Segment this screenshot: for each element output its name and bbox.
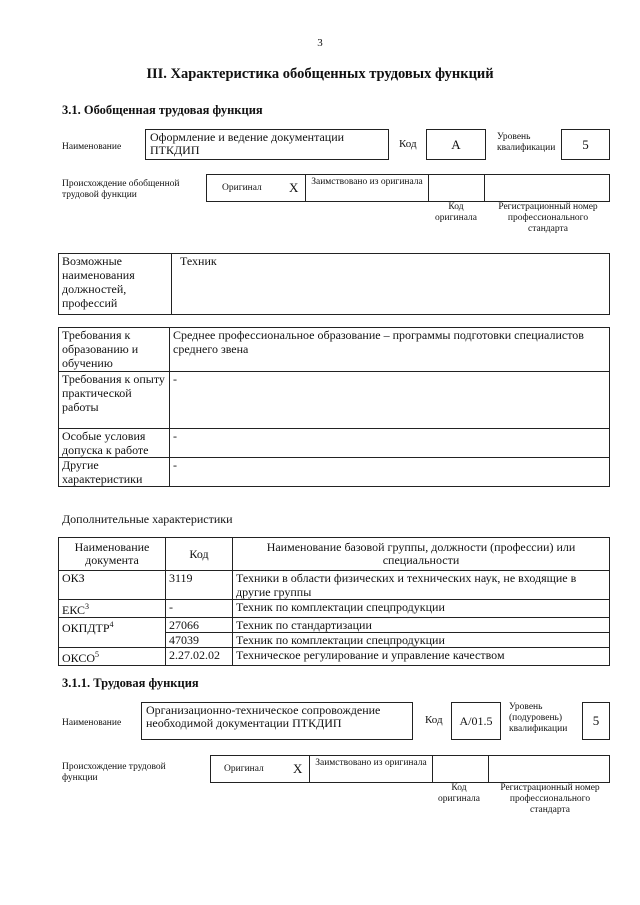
req-other-value: - bbox=[170, 458, 610, 487]
divider bbox=[488, 756, 489, 782]
tf-origin-box bbox=[210, 755, 610, 783]
req-experience-label: Требования к опыту практической работы bbox=[59, 372, 170, 429]
footnote-ref: 3 bbox=[85, 602, 90, 611]
gtf-heading: 3.1. Обобщенная трудовая функция bbox=[62, 103, 263, 117]
gtf-code-orig-caption: Код оригинала bbox=[435, 202, 477, 223]
tf-name-label: Наименование bbox=[62, 718, 122, 728]
gtf-origin-label: Происхождение обобщенной трудовой функции bbox=[62, 179, 180, 200]
page-number: 3 bbox=[317, 37, 323, 49]
table-row bbox=[59, 254, 610, 315]
additional-table bbox=[58, 537, 610, 666]
gtf-original-label: Оригинал bbox=[222, 183, 262, 193]
req-experience-value: - bbox=[170, 372, 610, 429]
gtf-reg-num-caption: Регистрационный номер профессионального стандарта bbox=[498, 202, 598, 234]
name-cell: Техник по комплектации спецпродукции bbox=[233, 633, 610, 648]
name-cell: Техник по стандартизации bbox=[233, 618, 610, 633]
req-conditions-label: Особые условия допуска к работе bbox=[59, 429, 170, 458]
table-row bbox=[59, 372, 610, 429]
tf-origin-label: Происхождение трудовой функции bbox=[62, 762, 166, 783]
table-row bbox=[59, 618, 610, 633]
col-header-code: Код bbox=[166, 538, 233, 571]
name-cell: Техническое регулирование и управление качеством bbox=[233, 648, 610, 666]
tf-code-orig-caption: Код оригинала bbox=[438, 783, 480, 804]
tf-code-label: Код bbox=[425, 714, 443, 726]
name-cell: Техники в области физических и технических наук, не входящие в другие группы bbox=[233, 571, 610, 600]
positions-label: Возможные наименования должностей, профессий bbox=[59, 254, 172, 315]
table-row bbox=[59, 328, 610, 372]
tf-original-mark: X bbox=[293, 761, 303, 776]
code-cell: 3119 bbox=[166, 571, 233, 600]
table-row bbox=[59, 600, 610, 618]
tf-heading: 3.1.1. Трудовая функция bbox=[62, 676, 199, 690]
col-header-name: Наименование базовой группы, должности (профессии) или специальности bbox=[233, 538, 610, 571]
divider bbox=[484, 175, 485, 201]
gtf-code-label: Код bbox=[399, 138, 417, 150]
tf-name-value: Организационно-техническое сопровождение необходимой документации ПТКДИП bbox=[141, 702, 413, 740]
req-education-value: Среднее профессиональное образование – программы подготовки специалистов среднего звена bbox=[170, 328, 610, 372]
table-header-row bbox=[59, 538, 610, 571]
gtf-level-label: Уровень квалификации bbox=[497, 132, 556, 153]
tf-code-value: A/01.5 bbox=[451, 702, 501, 740]
req-education-label: Требования к образованию и обучению bbox=[59, 328, 170, 372]
tf-level-label: Уровень (подуровень) квалификации bbox=[509, 702, 568, 734]
name-cell: Техник по комплектации спецпродукции bbox=[233, 600, 610, 618]
table-row bbox=[59, 429, 610, 458]
divider bbox=[432, 756, 433, 782]
divider bbox=[305, 175, 306, 201]
gtf-origin-box bbox=[206, 174, 610, 202]
table-row bbox=[59, 571, 610, 600]
code-cell: 27066 bbox=[166, 618, 233, 633]
gtf-name-label: Наименование bbox=[62, 142, 122, 152]
tf-level-value: 5 bbox=[582, 702, 610, 740]
req-other-label: Другие характеристики bbox=[59, 458, 170, 487]
code-cell: 47039 bbox=[166, 633, 233, 648]
doc-cell: ОКСО$^5$ bbox=[59, 648, 166, 666]
code-cell: 2.27.02.02 bbox=[166, 648, 233, 666]
gtf-level-value: 5 bbox=[561, 129, 610, 160]
positions-table bbox=[58, 253, 610, 315]
positions-value: Техник bbox=[172, 254, 610, 315]
gtf-code-value: А bbox=[426, 129, 486, 160]
col-header-doc: Наименование документа bbox=[59, 538, 166, 571]
gtf-borrowed-label: Заимствовано из оригинала bbox=[311, 177, 423, 187]
additional-title: Дополнительные характеристики bbox=[62, 512, 233, 526]
tf-reg-num-caption: Регистрационный номер профессионального стандарта bbox=[500, 783, 600, 815]
requirements-table bbox=[58, 327, 610, 487]
table-row bbox=[59, 648, 610, 666]
section-title: III. Характеристика обобщенных трудовых функций bbox=[146, 66, 494, 82]
gtf-name-value: Оформление и ведение документации ПТКДИП bbox=[145, 129, 389, 160]
doc-cell: ОКПДТР$^4$ bbox=[59, 618, 166, 648]
gtf-original-mark: X bbox=[289, 180, 299, 195]
footnote-ref: 5 bbox=[95, 650, 100, 659]
footnote-ref: 4 bbox=[109, 620, 114, 629]
divider bbox=[428, 175, 429, 201]
doc-cell: ОКЗ bbox=[59, 571, 166, 600]
tf-original-label: Оригинал bbox=[224, 764, 264, 774]
req-conditions-value: - bbox=[170, 429, 610, 458]
doc-cell: ЕКС$^3$ bbox=[59, 600, 166, 618]
divider bbox=[309, 756, 310, 782]
tf-borrowed-label: Заимствовано из оригинала bbox=[315, 758, 427, 768]
code-cell: - bbox=[166, 600, 233, 618]
table-row bbox=[59, 458, 610, 487]
